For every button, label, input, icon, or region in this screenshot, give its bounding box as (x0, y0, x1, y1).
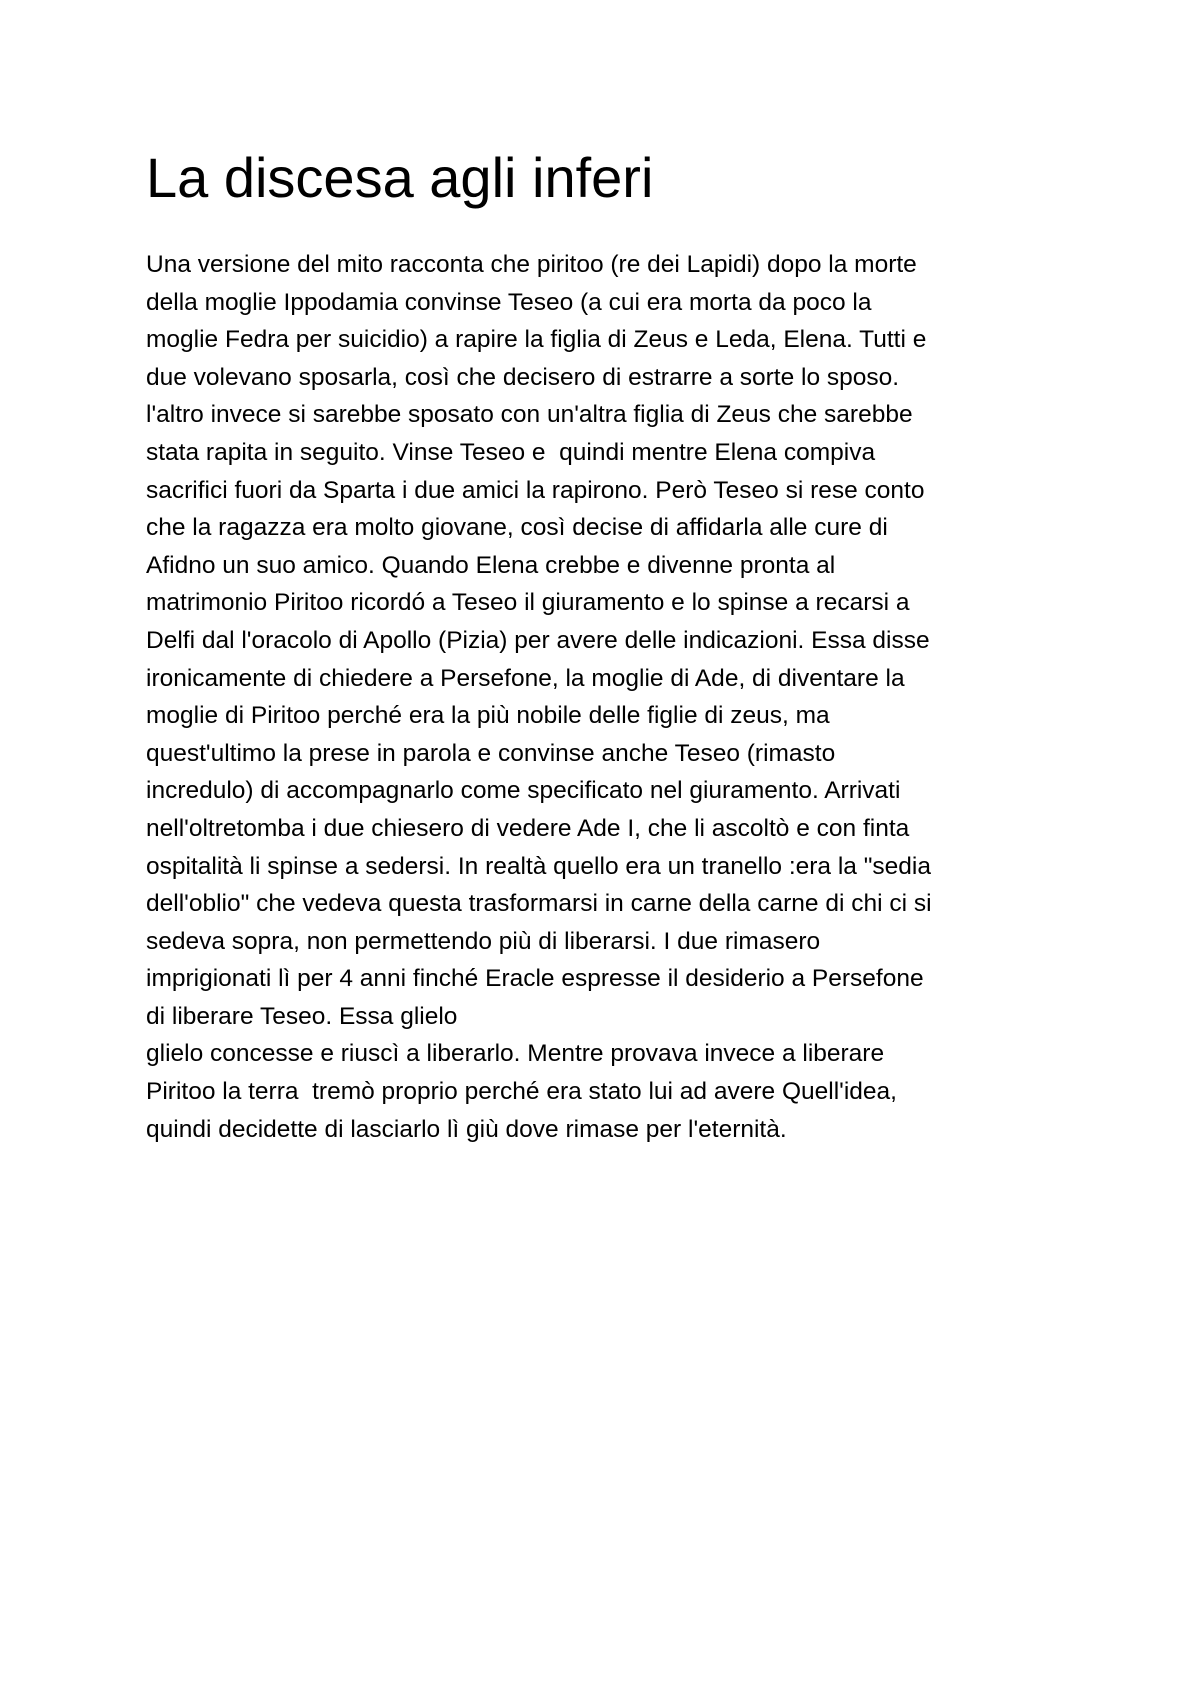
text-line: moglie Fedra per suicidio) a rapire la figlia di Zeus e Leda, Elena. Tutti e (146, 326, 927, 354)
text-line: l'altro invece si sarebbe sposato con un'altra figlia di Zeus che sarebbe (146, 401, 913, 429)
text-line: stata rapita in seguito. Vinse Teseo e quindi mentre Elena compiva (146, 438, 876, 466)
text-line: quindi decidette di lasciarlo lì giù dove rimase per l'eternità. (146, 1115, 787, 1143)
text-line: che la ragazza era molto giovane, così decise di affidarla alle cure di (146, 514, 888, 542)
text-line: imprigionati lì per 4 anni finché Eracle espresse il desiderio a Persefone (146, 965, 924, 993)
text-line: sedeva sopra, non permettendo più di liberarsi. I due rimasero (146, 927, 821, 955)
text-line: della moglie Ippodamia convinse Teseo (a cui era morta da poco la (146, 288, 872, 316)
text-line: ironicamente di chiedere a Persefone, la moglie di Ade, di diventare la (146, 664, 905, 692)
text-line: Una versione del mito racconta che piritoo (re dei Lapidi) dopo la morte (146, 251, 917, 278)
text-line: dell'oblio" che vedeva questa trasformarsi in carne della carne di chi ci si (146, 890, 932, 918)
page-title: La discesa agli inferi (146, 146, 654, 209)
text-line: Afidno un suo amico. Quando Elena crebbe e divenne pronta al (146, 551, 836, 579)
text-line: moglie di Piritoo perché era la più nobile delle figlie di zeus, ma (146, 702, 830, 730)
text-line: incredulo) di accompagnarlo come specificato nel giuramento. Arrivati (146, 777, 901, 805)
text-line: glielo concesse e riuscì a liberarlo. Mentre provava invece a liberare (146, 1040, 885, 1068)
body-text (146, 246, 1086, 1148)
text-line: quest'ultimo la prese in parola e convinse anche Teseo (rimasto (146, 739, 836, 767)
text-line: due volevano sposarla, così che decisero di estrarre a sorte lo sposo. (146, 363, 900, 391)
text-line: matrimonio Piritoo ricordó a Teseo il giuramento e lo spinse a recarsi a (146, 589, 910, 617)
text-line: Piritoo la terra tremò proprio perché era stato lui ad avere Quell'idea, (146, 1078, 897, 1106)
text-line: di liberare Teseo. Essa glielo (146, 1002, 458, 1030)
text-line: nell'oltretomba i due chiesero di vedere Ade I, che li ascoltò e con finta (146, 814, 910, 842)
text-line: Delfi dal l'oracolo di Apollo (Pizia) per avere delle indicazioni. Essa disse (146, 626, 930, 654)
text-line: ospitalità li spinse a sedersi. In realtà quello era un tranello :era la "sedia (146, 852, 931, 880)
text-line: sacrifici fuori da Sparta i due amici la rapirono. Però Teseo si rese conto (146, 476, 925, 504)
